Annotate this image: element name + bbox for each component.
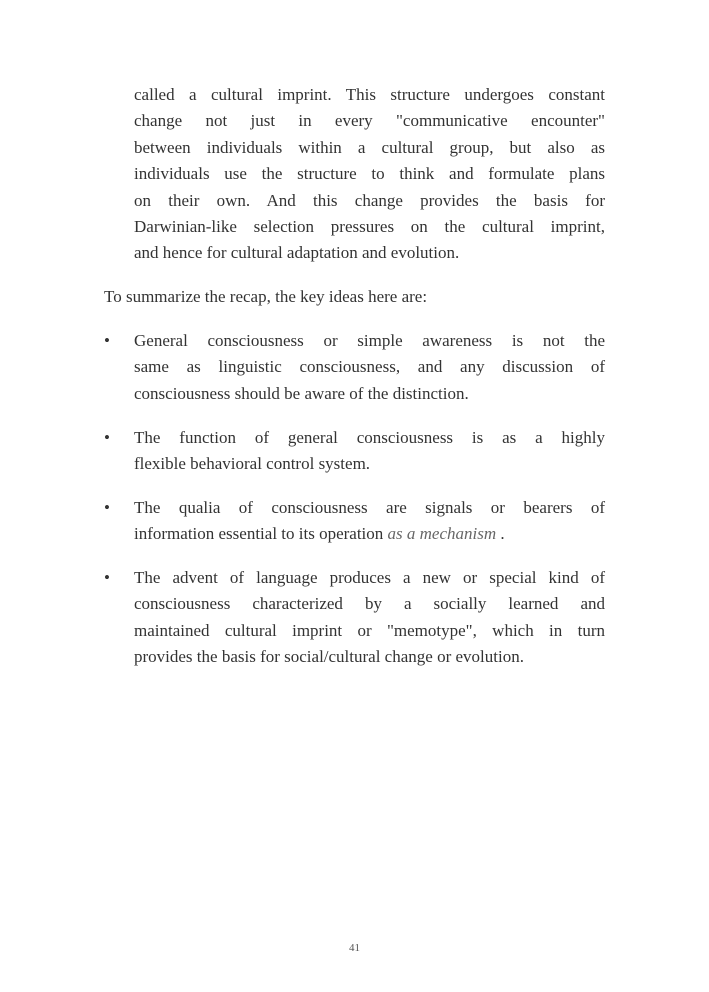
text-run: . [496, 524, 505, 544]
text-line: and hence for cultural adaptation and evolution. [134, 243, 460, 263]
continuation-paragraph [134, 82, 605, 267]
bullet-item-2 [134, 425, 605, 478]
bullet-item-4 [134, 565, 605, 671]
bullet-marker: • [104, 331, 110, 350]
text-line: called a cultural imprint. This structure undergoes constant [134, 85, 605, 104]
text-line: same as linguistic consciousness, and any discussion of [134, 357, 605, 377]
bullet-item-3 [134, 495, 605, 548]
text-line: Darwinian-like selection pressures on the cultural imprint, [134, 216, 605, 236]
text-run: information essential to its operation [134, 524, 388, 544]
text-line: The advent of language produces a new or special kind of [134, 568, 605, 587]
text-line: To summarize the recap, the key ideas here are: [104, 287, 428, 306]
italic-emphasis: as a mechanism [387, 524, 497, 544]
text-line: provides the basis for social/cultural change or evolution. [134, 647, 524, 667]
bullet-marker: • [104, 428, 110, 447]
bullet-marker: • [104, 498, 110, 517]
text-line: individuals use the structure to think and formulate plans [134, 164, 605, 184]
text-line: between individuals within a cultural group, but also as [134, 137, 605, 157]
text-line: on their own. And this change provides the basis for [134, 190, 605, 210]
bullet-item-1 [134, 328, 605, 407]
page-number: 41 [349, 942, 360, 954]
text-line: maintained cultural imprint or "memotype", which in turn [134, 620, 605, 640]
text-line: consciousness characterized by a socially learned and [134, 594, 605, 614]
text-line: The function of general consciousness is as a highly [134, 428, 605, 447]
text-line: The qualia of consciousness are signals or bearers of [134, 498, 605, 517]
text-line: change not just in every "communicative encounter" [134, 111, 605, 131]
text-line: flexible behavioral control system. [134, 454, 371, 474]
text-line [134, 521, 605, 547]
text-line: General consciousness or simple awareness is not the [134, 331, 605, 350]
bullet-marker: • [104, 568, 110, 587]
text-line: consciousness should be aware of the distinction. [134, 383, 469, 403]
summary-intro [104, 284, 605, 310]
